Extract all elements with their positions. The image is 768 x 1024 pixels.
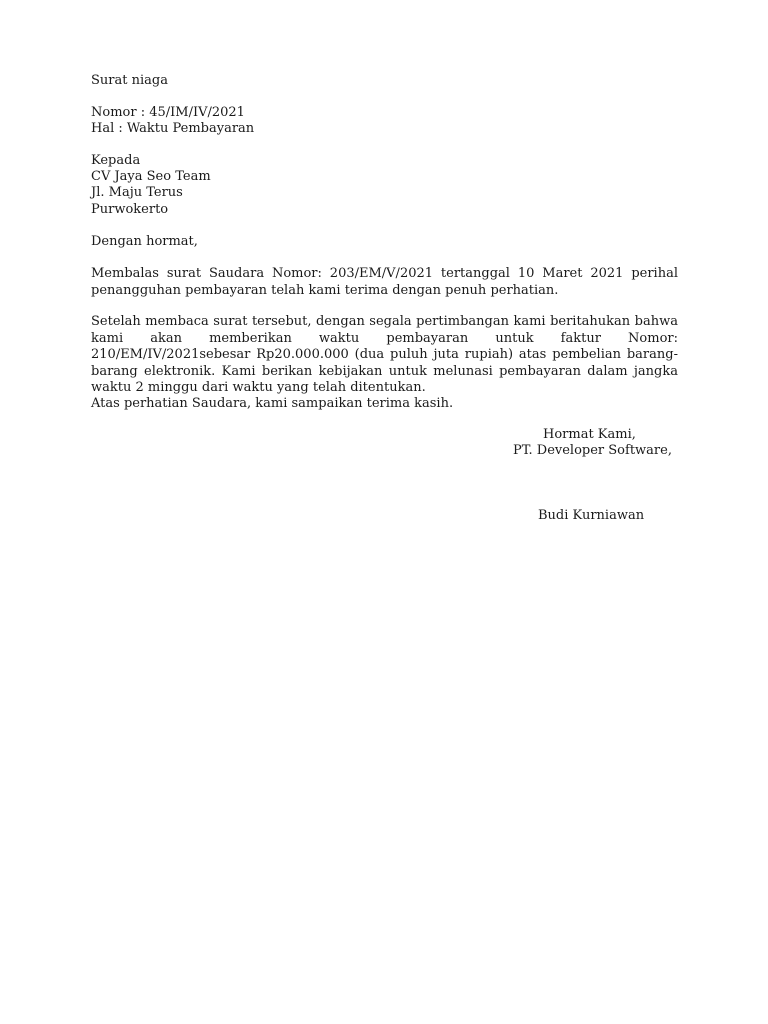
- signature-name: Budi Kurniawan: [538, 508, 645, 523]
- recipient-company: CV Jaya Seo Team: [91, 169, 211, 184]
- recipient-street: Jl. Maju Terus: [91, 185, 183, 200]
- recipient-kepada: Kepada: [91, 153, 141, 168]
- recipient-city: Purwokerto: [91, 202, 169, 217]
- letter-number: Nomor : 45/IM/IV/2021: [91, 105, 245, 120]
- body-paragraph-2: Setelah membaca surat tersebut, dengan segala pertimbangan kami beritahukan bahwa kami akan memberikan waktu pembayaran untuk faktur Nomor: 210/EM/IV/2021sebesar Rp20.000.000 (dua puluh juta rupiah) atas pembelian barang-barang elektronik. Kami berikan kebijakan untuk melunasi pembayaran dalam jangka waktu 2 minggu dari waktu yang telah ditentukan.: [91, 314, 678, 395]
- closing-text: Atas perhatian Saudara, kami sampaikan terima kasih.: [91, 396, 454, 411]
- body-paragraph-1: Membalas surat Saudara Nomor: 203/EM/V/2021 tertanggal 10 Maret 2021 perihal penangguhan pembayaran telah kami terima dengan penuh perhatian.: [91, 266, 678, 298]
- signature-salutation: Hormat Kami,: [543, 427, 636, 442]
- letter-heading: Surat niaga: [91, 73, 168, 88]
- signature-company: PT. Developer Software,: [513, 443, 672, 458]
- greeting: Dengan hormat,: [91, 234, 198, 249]
- letter-subject: Hal : Waktu Pembayaran: [91, 121, 255, 136]
